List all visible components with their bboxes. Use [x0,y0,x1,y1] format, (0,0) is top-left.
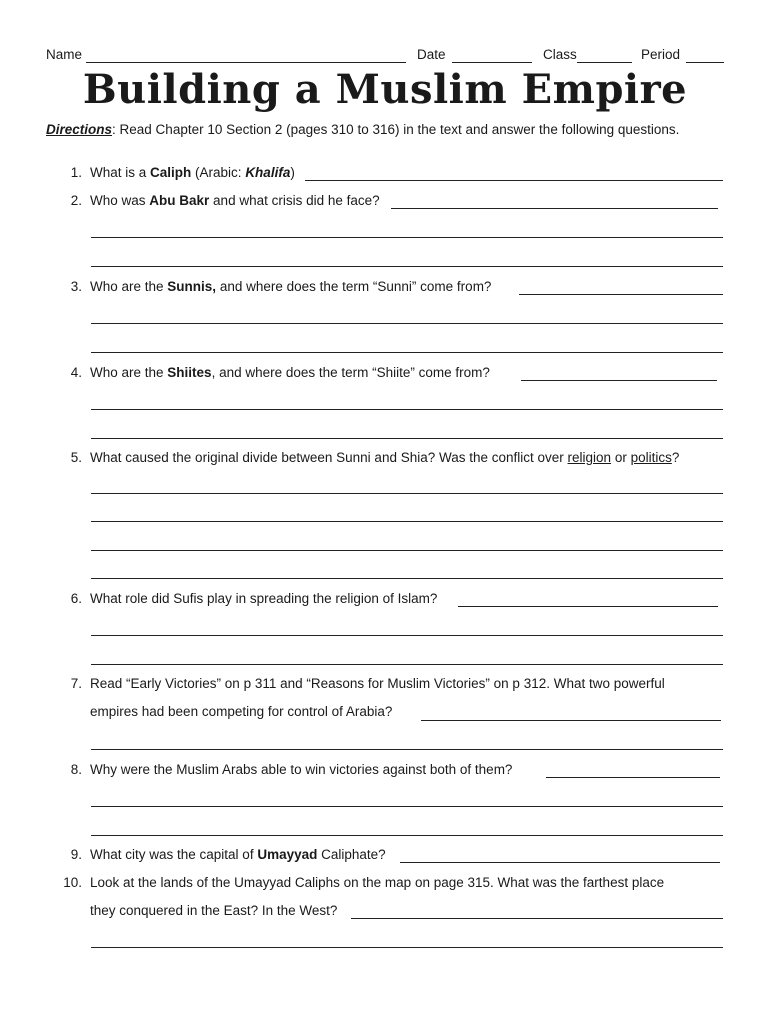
question-text: What is a Caliph (Arabic: Khalifa) [90,165,295,180]
question-number: 8. [70,762,82,777]
question-number: 1. [70,165,82,180]
question-number: 10. [63,875,82,890]
question-text: Look at the lands of the Umayyad Caliphs on the map on page 315. What was the farthest place [90,875,665,890]
question-text: Who are the Sunnis, and where does the term “Sunni” come from? [90,279,492,294]
answer-line[interactable] [521,380,717,381]
answer-line[interactable] [91,409,723,410]
answer-line[interactable] [519,294,723,295]
answer-line[interactable] [91,493,723,494]
answer-line[interactable] [91,635,723,636]
question-text: What caused the original divide between Sunni and Shia? Was the conflict over religion or politics? [90,450,680,465]
answer-line[interactable] [421,720,721,721]
question-text: empires had been competing for control of Arabia? [90,704,393,719]
question-number: 6. [70,591,82,606]
question-text: Read “Early Victories” on p 311 and “Reasons for Muslim Victories” on p 312. What two powerful [90,676,665,691]
answer-line[interactable] [91,352,723,353]
answer-line[interactable] [91,323,723,324]
answer-line[interactable] [91,835,723,836]
question-number: 5. [70,450,82,465]
period-field[interactable] [686,62,724,63]
answer-line[interactable] [91,578,723,579]
name-label: Name [46,47,83,62]
answer-line[interactable] [91,438,723,439]
class-field[interactable] [577,62,632,63]
question-text: What role did Sufis play in spreading the religion of Islam? [90,591,438,606]
question-text: Who was Abu Bakr and what crisis did he face? [90,193,380,208]
directions-text: : Read Chapter 10 Section 2 (pages 310 to 316) in the text and answer the following questions. [112,122,680,137]
answer-line[interactable] [91,521,723,522]
question-number: 4. [70,365,82,380]
date-field[interactable] [452,62,532,63]
question-number: 3. [70,279,82,294]
question-number: 9. [70,847,82,862]
answer-line[interactable] [91,664,723,665]
answer-line[interactable] [351,918,723,919]
header-fields [46,47,726,67]
date-label: Date [417,47,446,62]
question-text: Who are the Shiites, and where does the term “Shiite” come from? [90,365,490,380]
question-text: Why were the Muslim Arabs able to win victories against both of them? [90,762,513,777]
question-text: they conquered in the East? In the West? [90,903,338,918]
period-label: Period [641,47,681,62]
question-number: 7. [70,676,82,691]
answer-line[interactable] [305,180,723,181]
answer-line[interactable] [91,237,723,238]
answer-line[interactable] [400,862,720,863]
directions-label: Directions [46,122,113,137]
answer-line[interactable] [458,606,718,607]
page-title: Building a Muslim Empire [82,66,688,113]
question-number: 2. [70,193,82,208]
class-label: Class [543,47,577,62]
answer-line[interactable] [546,777,720,778]
directions [46,122,736,137]
answer-line[interactable] [91,749,723,750]
answer-line[interactable] [91,806,723,807]
answer-line[interactable] [391,208,718,209]
answer-line[interactable] [91,550,723,551]
answer-line[interactable] [91,266,723,267]
answer-line[interactable] [91,947,723,948]
question-text: What city was the capital of Umayyad Caliphate? [90,847,386,862]
name-field[interactable] [86,62,406,63]
